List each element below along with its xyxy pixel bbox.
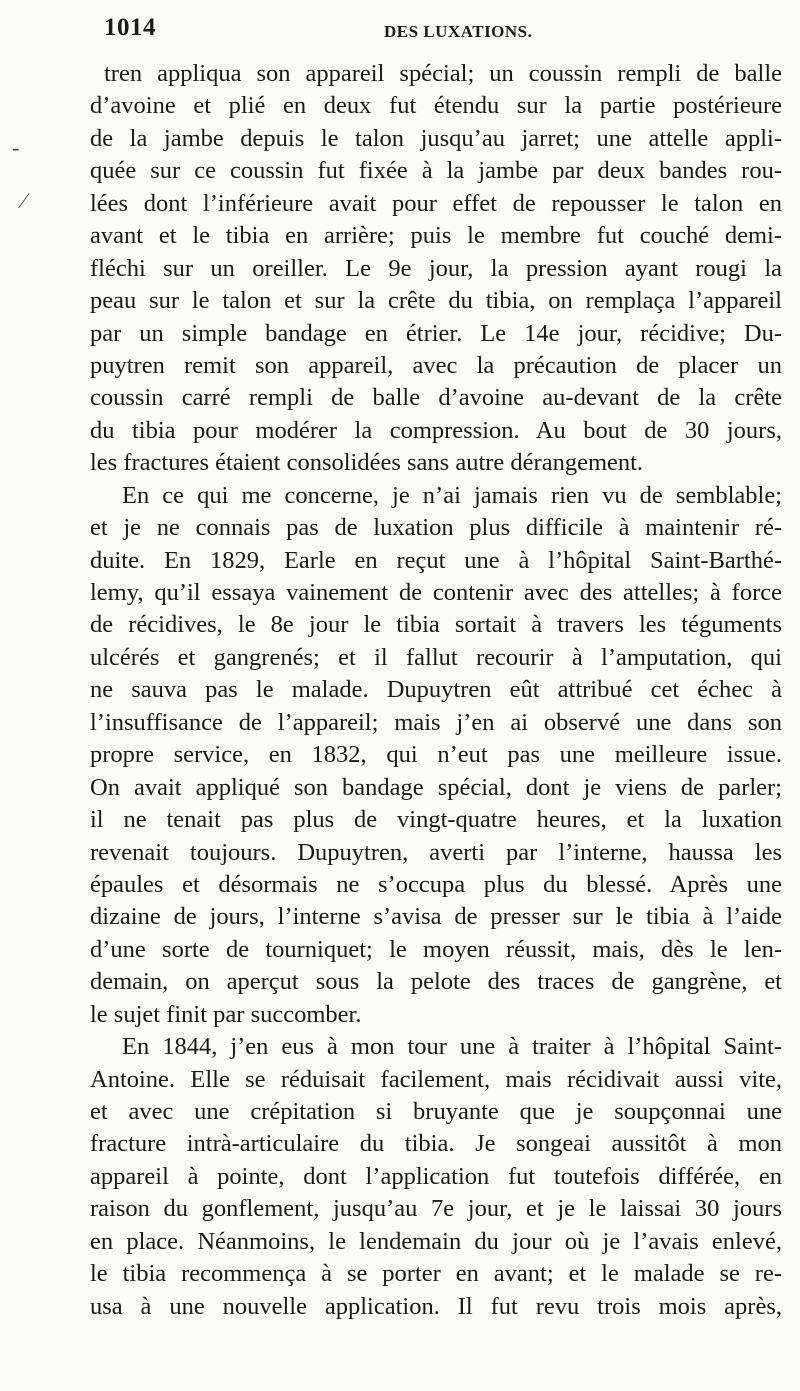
- text-line: en place. Néanmoins, le lendemain du jour où je l’avais enlevé,: [90, 1227, 782, 1255]
- text-line: propre service, en 1832, qui n’eut pas une meilleure issue.: [90, 741, 782, 769]
- text-line: et avec une crépitation si bruyante que je soupçonnai une: [90, 1098, 782, 1125]
- text-line: fléchi sur un oreiller. Le 9e jour, la pression ayant rougi la: [90, 254, 782, 282]
- text-line: puytren remit son appareil, avec la précaution de placer un: [90, 351, 782, 379]
- body-text: [90, 58, 782, 1323]
- text-line: épaules et désormais ne s’occupa plus du blessé. Après une: [90, 870, 782, 898]
- text-line: et je ne connais pas de luxation plus difficile à maintenir ré-: [90, 514, 782, 542]
- text-line: ulcérés et gangrenés; et il fallut recourir à l’amputation, qui: [90, 643, 782, 671]
- text-line: l’insuffisance de l’appareil; mais j’en ai observé une dans son: [90, 708, 782, 736]
- text-line: les fractures étaient consolidées sans autre dérangement.: [90, 449, 644, 477]
- text-line: de la jambe depuis le talon jusqu’au jarret; une attelle appli-: [90, 124, 782, 152]
- text-line: usa à une nouvelle application. Il fut revu trois mois après,: [90, 1292, 782, 1320]
- text-line: Antoine. Elle se réduisait facilement, mais récidivait aussi vite,: [90, 1065, 782, 1093]
- text-line: ne sauva pas le malade. Dupuytren eût attribué cet échec à: [90, 676, 782, 704]
- text-line: fracture intrà-articulaire du tibia. Je songeai aussitôt à mon: [90, 1130, 782, 1158]
- margin-dash: -: [12, 135, 20, 160]
- text-line: le sujet finit par succomber.: [90, 1000, 362, 1028]
- text-line: dizaine de jours, l’interne s’avisa de presser sur le tibia à l’aide: [90, 903, 782, 931]
- text-line: En ce qui me concerne, je n’ai jamais rien vu de semblable;: [122, 481, 782, 509]
- text-line: avant et le tibia en arrière; puis le membre fut couché demi-: [90, 222, 782, 250]
- text-line: On avait appliqué son bandage spécial, dont je viens de parler;: [90, 773, 782, 801]
- margin-slash: ⁄: [22, 188, 26, 213]
- text-line: appareil à pointe, dont l’application fut toutefois différée, en: [90, 1162, 782, 1190]
- text-line: par un simple bandage en étrier. Le 14e jour, récidive; Du-: [90, 319, 782, 347]
- text-line: demain, on aperçut sous la pelote des traces de gangrène, et: [90, 968, 782, 996]
- text-line: lées dont l’inférieure avait pour effet de repousser le talon en: [90, 189, 782, 217]
- text-line: duite. En 1829, Earle en reçut une à l’hôpital Saint-Barthé-: [90, 546, 782, 574]
- text-line: d’avoine et plié en deux fut étendu sur la partie postérieure: [90, 92, 782, 120]
- text-line: revenait toujours. Dupuytren, averti par l’interne, haussa les: [90, 838, 782, 866]
- text-line: d’une sorte de tourniquet; le moyen réussit, mais, dès le len-: [90, 935, 782, 963]
- text-line: raison du gonflement, jusqu’au 7e jour, et je le laissai 30 jours: [90, 1195, 782, 1223]
- page-header: [104, 14, 770, 50]
- text-line: coussin carré rempli de balle d’avoine au-devant de la crête: [90, 384, 782, 412]
- text-line: tren appliqua son appareil spécial; un coussin rempli de balle: [104, 60, 782, 87]
- text-line: le tibia recommença à se porter en avant; et le malade se re-: [90, 1260, 782, 1288]
- text-line: de récidives, le 8e jour le tibia sortait à travers les téguments: [90, 611, 782, 639]
- text-line: il ne tenait pas plus de vingt-quatre heures, et la luxation: [90, 806, 782, 834]
- text-line: peau sur le talon et sur la crête du tibia, on remplaça l’appareil: [90, 287, 782, 315]
- text-line: quée sur ce coussin fut fixée à la jambe par deux bandes rou-: [90, 157, 782, 185]
- text-line: En 1844, j’en eus à mon tour une à traiter à l’hôpital Saint-: [122, 1033, 782, 1061]
- running-head: DES LUXATIONS.: [384, 22, 533, 41]
- text-line: lemy, qu’il essaya vainement de contenir avec des attelles; à force: [90, 579, 782, 606]
- page-number: 1014: [104, 14, 156, 41]
- text-line: du tibia pour modérer la compression. Au bout de 30 jours,: [90, 416, 782, 444]
